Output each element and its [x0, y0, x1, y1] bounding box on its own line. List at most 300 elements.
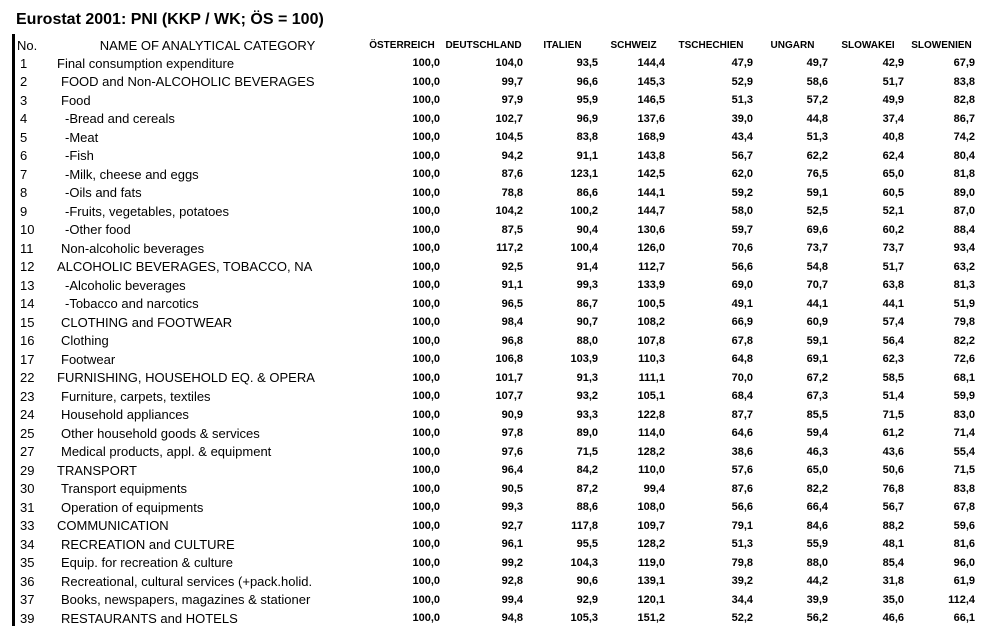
value-cell: 83,8	[576, 131, 598, 144]
table-row	[17, 239, 977, 258]
value-cell: 31,8	[882, 575, 904, 588]
category-name: Operation of equipments	[61, 499, 204, 515]
table-body	[17, 54, 977, 628]
value-cell: 87,7	[731, 408, 753, 421]
value-cell: 86,6	[576, 186, 598, 199]
value-cell: 67,2	[806, 371, 828, 384]
value-cell: 100,0	[412, 575, 440, 588]
value-cell: 56,4	[882, 334, 904, 347]
value-cell: 82,2	[953, 334, 975, 347]
category-name: Clothing	[61, 333, 109, 349]
value-cell: 73,7	[806, 242, 828, 255]
value-cell: 119,0	[638, 556, 665, 569]
value-cell: 126,0	[637, 242, 665, 255]
value-cell: 46,3	[806, 445, 828, 458]
value-cell: 63,8	[882, 279, 904, 292]
value-cell: 99,2	[501, 556, 523, 569]
table-row	[17, 54, 977, 73]
value-cell: 98,4	[501, 316, 523, 329]
value-cell: 64,8	[731, 353, 753, 366]
value-cell: 51,3	[806, 131, 828, 144]
value-cell: 65,0	[806, 464, 828, 477]
row-number: 35	[20, 555, 35, 571]
value-cell: 69,0	[731, 279, 753, 292]
row-number: 11	[20, 240, 34, 256]
value-cell: 100,0	[412, 75, 440, 88]
table-row	[17, 591, 977, 610]
row-number: 22	[20, 370, 35, 386]
value-cell: 60,9	[806, 316, 828, 329]
value-cell: 94,2	[501, 149, 523, 162]
category-name: RESTAURANTS and HOTELS	[61, 610, 238, 626]
value-cell: 100,0	[412, 556, 440, 569]
value-cell: 100,0	[412, 353, 440, 366]
value-cell: 52,9	[731, 75, 753, 88]
row-number: 14	[20, 296, 35, 312]
table-row	[17, 443, 977, 462]
category-name: COMMUNICATION	[57, 518, 169, 534]
value-cell: 60,5	[882, 186, 904, 199]
value-cell: 52,1	[882, 205, 904, 218]
value-cell: 51,4	[882, 390, 904, 403]
value-cell: 69,6	[806, 223, 828, 236]
category-name: FOOD and Non-ALCOHOLIC BEVERAGES	[61, 74, 315, 90]
value-cell: 106,8	[495, 353, 523, 366]
table-row	[17, 350, 977, 369]
table-row	[17, 295, 977, 314]
value-cell: 104,2	[495, 205, 523, 218]
value-cell: 92,7	[501, 519, 523, 532]
value-cell: 99,3	[501, 501, 523, 514]
category-name: -Oils and fats	[65, 185, 142, 201]
value-cell: 69,1	[806, 353, 828, 366]
value-cell: 63,2	[953, 260, 975, 273]
value-cell: 56,2	[806, 612, 828, 625]
header-row	[17, 36, 977, 54]
header-country: ÖSTERREICH	[369, 39, 435, 51]
value-cell: 44,2	[806, 575, 828, 588]
value-cell: 100,0	[412, 408, 440, 421]
category-name: Books, newspapers, magazines & stationer	[61, 592, 311, 608]
value-cell: 58,5	[882, 371, 904, 384]
value-cell: 100,0	[412, 612, 440, 625]
row-number: 8	[20, 185, 28, 201]
category-name: TRANSPORT	[57, 462, 137, 478]
category-name: ALCOHOLIC BEVERAGES, TOBACCO, NA	[57, 259, 313, 275]
value-cell: 151,2	[637, 612, 665, 625]
value-cell: 44,1	[806, 297, 828, 310]
value-cell: 102,7	[495, 112, 523, 125]
table-row	[17, 461, 977, 480]
value-cell: 74,2	[953, 131, 975, 144]
value-cell: 100,0	[412, 57, 440, 70]
value-cell: 100,0	[412, 279, 440, 292]
table-row	[17, 165, 977, 184]
value-cell: 76,5	[806, 168, 828, 181]
value-cell: 67,8	[731, 334, 753, 347]
value-cell: 59,1	[806, 334, 828, 347]
value-cell: 96,9	[576, 112, 598, 125]
value-cell: 83,8	[953, 75, 975, 88]
value-cell: 144,4	[637, 57, 665, 70]
value-cell: 67,9	[953, 57, 975, 70]
value-cell: 70,6	[731, 242, 753, 255]
table-row	[17, 387, 977, 406]
value-cell: 39,9	[806, 593, 828, 606]
value-cell: 137,6	[637, 112, 665, 125]
page-title: Eurostat 2001: PNI (KKP / WK; ÖS = 100)	[16, 11, 324, 28]
value-cell: 61,2	[882, 427, 904, 440]
value-cell: 79,8	[731, 556, 753, 569]
value-cell: 130,6	[637, 223, 665, 236]
row-number: 33	[20, 518, 35, 534]
value-cell: 89,0	[576, 427, 598, 440]
value-cell: 93,5	[576, 57, 598, 70]
value-cell: 71,5	[953, 464, 975, 477]
value-cell: 55,9	[806, 538, 828, 551]
value-cell: 90,5	[501, 482, 523, 495]
value-cell: 35,0	[882, 593, 904, 606]
value-cell: 100,0	[412, 334, 440, 347]
row-number: 17	[20, 351, 35, 367]
category-name: Other household goods & services	[61, 425, 260, 441]
value-cell: 58,0	[731, 205, 753, 218]
category-name: Food	[61, 92, 91, 108]
category-name: -Fruits, vegetables, potatoes	[65, 203, 230, 219]
value-cell: 120,1	[637, 593, 665, 606]
category-name: Transport equipments	[61, 481, 187, 497]
value-cell: 92,8	[501, 575, 523, 588]
value-cell: 100,0	[412, 94, 440, 107]
table-row	[17, 554, 977, 573]
value-cell: 112,4	[948, 593, 975, 606]
row-number: 5	[20, 129, 28, 145]
value-cell: 51,3	[731, 538, 753, 551]
header-country: TSCHECHIEN	[678, 39, 744, 51]
value-cell: 49,1	[731, 297, 753, 310]
row-number: 31	[20, 499, 35, 515]
value-cell: 92,5	[501, 260, 523, 273]
data-table	[17, 36, 977, 628]
value-cell: 84,2	[576, 464, 598, 477]
value-cell: 90,9	[501, 408, 523, 421]
table-row	[17, 517, 977, 536]
value-cell: 86,7	[953, 112, 975, 125]
value-cell: 78,8	[501, 186, 523, 199]
value-cell: 100,0	[412, 464, 440, 477]
value-cell: 71,5	[576, 445, 598, 458]
value-cell: 122,8	[637, 408, 665, 421]
value-cell: 91,1	[501, 279, 523, 292]
value-cell: 51,7	[882, 260, 904, 273]
value-cell: 100,0	[412, 519, 440, 532]
value-cell: 100,5	[637, 297, 665, 310]
value-cell: 48,1	[882, 538, 904, 551]
value-cell: 91,1	[576, 149, 598, 162]
value-cell: 107,8	[637, 334, 665, 347]
value-cell: 100,0	[412, 390, 440, 403]
value-cell: 99,4	[501, 593, 523, 606]
row-number: 36	[20, 573, 35, 589]
row-number: 7	[20, 166, 28, 182]
table-row	[17, 406, 977, 425]
value-cell: 66,1	[953, 612, 975, 625]
value-cell: 100,0	[412, 297, 440, 310]
value-cell: 112,7	[638, 260, 665, 273]
value-cell: 39,2	[731, 575, 753, 588]
value-cell: 61,9	[953, 575, 975, 588]
value-cell: 85,4	[882, 556, 904, 569]
table-row	[17, 276, 977, 295]
value-cell: 109,7	[637, 519, 665, 532]
value-cell: 37,4	[882, 112, 904, 125]
value-cell: 59,6	[953, 519, 975, 532]
category-name: -Fish	[65, 148, 94, 164]
value-cell: 133,9	[637, 279, 665, 292]
value-cell: 100,0	[412, 445, 440, 458]
value-cell: 82,2	[806, 482, 828, 495]
value-cell: 57,6	[731, 464, 753, 477]
table-row	[17, 480, 977, 499]
left-margin-rule	[12, 34, 15, 626]
value-cell: 52,2	[731, 612, 753, 625]
row-number: 6	[20, 148, 28, 164]
table-row	[17, 110, 977, 129]
category-name: -Alcoholic beverages	[65, 277, 186, 293]
category-name: RECREATION and CULTURE	[61, 536, 235, 552]
value-cell: 90,4	[576, 223, 598, 236]
value-cell: 49,9	[882, 94, 904, 107]
value-cell: 93,2	[576, 390, 598, 403]
category-name: FURNISHING, HOUSEHOLD EQ. & OPERA	[57, 370, 315, 386]
value-cell: 62,4	[882, 149, 904, 162]
value-cell: 142,5	[637, 168, 665, 181]
row-number: 10	[20, 222, 35, 238]
value-cell: 144,1	[637, 186, 665, 199]
value-cell: 64,6	[731, 427, 753, 440]
value-cell: 100,0	[412, 260, 440, 273]
category-name: Recreational, cultural services (+pack.holid.	[61, 573, 313, 589]
value-cell: 43,6	[882, 445, 904, 458]
value-cell: 83,8	[953, 482, 975, 495]
value-cell: 96,1	[501, 538, 523, 551]
value-cell: 81,8	[953, 168, 975, 181]
value-cell: 111,1	[638, 371, 665, 384]
value-cell: 62,3	[882, 353, 904, 366]
category-name: Equip. for recreation & culture	[61, 555, 233, 571]
value-cell: 49,7	[806, 57, 828, 70]
value-cell: 88,0	[576, 334, 598, 347]
value-cell: 104,5	[495, 131, 523, 144]
value-cell: 81,3	[953, 279, 975, 292]
category-name: Furniture, carpets, textiles	[61, 388, 211, 404]
value-cell: 100,2	[570, 205, 598, 218]
value-cell: 70,7	[806, 279, 828, 292]
value-cell: 83,0	[953, 408, 975, 421]
value-cell: 114,0	[638, 427, 665, 440]
value-cell: 38,6	[731, 445, 753, 458]
value-cell: 101,7	[495, 371, 523, 384]
category-name: Footwear	[61, 351, 116, 367]
category-name: Non-alcoholic beverages	[61, 240, 205, 256]
value-cell: 100,0	[412, 112, 440, 125]
value-cell: 84,6	[806, 519, 828, 532]
row-number: 12	[20, 259, 35, 275]
table-row	[17, 572, 977, 591]
value-cell: 82,8	[953, 94, 975, 107]
header-country: SLOWAKEI	[841, 39, 895, 51]
value-cell: 59,1	[806, 186, 828, 199]
row-number: 29	[20, 462, 35, 478]
value-cell: 86,7	[576, 297, 598, 310]
value-cell: 71,4	[953, 427, 975, 440]
category-name: -Tobacco and narcotics	[65, 296, 199, 312]
value-cell: 107,7	[495, 390, 523, 403]
category-name: Medical products, appl. & equipment	[61, 444, 272, 460]
table-row	[17, 147, 977, 166]
row-number: 9	[20, 203, 28, 219]
value-cell: 90,7	[576, 316, 598, 329]
value-cell: 110,0	[638, 464, 665, 477]
value-cell: 60,2	[882, 223, 904, 236]
value-cell: 43,4	[731, 131, 753, 144]
value-cell: 97,6	[501, 445, 523, 458]
value-cell: 51,3	[731, 94, 753, 107]
value-cell: 67,3	[806, 390, 828, 403]
value-cell: 46,6	[882, 612, 904, 625]
value-cell: 71,5	[882, 408, 904, 421]
header-country: UNGARN	[770, 39, 815, 51]
row-number: 24	[20, 407, 35, 423]
value-cell: 99,7	[501, 75, 523, 88]
value-cell: 58,6	[806, 75, 828, 88]
value-cell: 88,0	[806, 556, 828, 569]
row-number: 30	[20, 481, 35, 497]
header-country: SCHWEIZ	[610, 39, 657, 51]
value-cell: 104,3	[570, 556, 598, 569]
value-cell: 56,6	[731, 260, 753, 273]
value-cell: 57,2	[806, 94, 828, 107]
value-cell: 68,4	[731, 390, 753, 403]
value-cell: 85,5	[806, 408, 828, 421]
value-cell: 34,4	[731, 593, 753, 606]
value-cell: 103,9	[570, 353, 598, 366]
value-cell: 57,4	[882, 316, 904, 329]
value-cell: 44,8	[806, 112, 828, 125]
value-cell: 123,1	[570, 168, 598, 181]
value-cell: 90,6	[576, 575, 598, 588]
value-cell: 42,9	[882, 57, 904, 70]
header-no: No.	[17, 37, 38, 53]
value-cell: 97,8	[501, 427, 523, 440]
header-category: NAME OF ANALYTICAL CATEGORY	[99, 37, 316, 53]
value-cell: 44,1	[882, 297, 904, 310]
value-cell: 143,8	[637, 149, 665, 162]
row-number: 34	[20, 536, 35, 552]
table-row	[17, 258, 977, 277]
value-cell: 88,2	[882, 519, 904, 532]
value-cell: 97,9	[501, 94, 523, 107]
value-cell: 65,0	[882, 168, 904, 181]
value-cell: 55,4	[953, 445, 975, 458]
value-cell: 79,1	[731, 519, 753, 532]
row-number: 37	[20, 592, 35, 608]
value-cell: 66,4	[806, 501, 828, 514]
table-row	[17, 221, 977, 240]
table-row	[17, 609, 977, 628]
value-cell: 81,6	[953, 538, 975, 551]
value-cell: 100,0	[412, 223, 440, 236]
row-number: 25	[20, 425, 35, 441]
value-cell: 94,8	[501, 612, 523, 625]
value-cell: 68,1	[953, 371, 975, 384]
value-cell: 73,7	[882, 242, 904, 255]
value-cell: 99,3	[576, 279, 598, 292]
value-cell: 128,2	[637, 538, 665, 551]
value-cell: 87,6	[501, 168, 523, 181]
value-cell: 93,3	[576, 408, 598, 421]
value-cell: 87,6	[731, 482, 753, 495]
value-cell: 88,6	[576, 501, 598, 514]
category-name: Final consumption expenditure	[57, 55, 235, 71]
value-cell: 39,0	[731, 112, 753, 125]
value-cell: 66,9	[731, 316, 753, 329]
header-country: ITALIEN	[543, 39, 582, 51]
value-cell: 72,6	[953, 353, 975, 366]
value-cell: 100,0	[412, 205, 440, 218]
value-cell: 62,2	[806, 149, 828, 162]
table-row	[17, 73, 977, 92]
value-cell: 105,3	[570, 612, 598, 625]
value-cell: 108,2	[637, 316, 665, 329]
table-row	[17, 91, 977, 110]
row-number: 27	[20, 444, 35, 460]
category-name: Household appliances	[61, 407, 189, 423]
value-cell: 96,5	[501, 297, 523, 310]
table-row	[17, 313, 977, 332]
category-name: -Bread and cereals	[65, 111, 175, 127]
value-cell: 100,0	[412, 501, 440, 514]
value-cell: 91,4	[576, 260, 598, 273]
category-name: -Meat	[65, 129, 99, 145]
category-name: -Milk, cheese and eggs	[65, 166, 199, 182]
value-cell: 95,9	[576, 94, 598, 107]
value-cell: 50,6	[882, 464, 904, 477]
row-number: 15	[20, 314, 35, 330]
value-cell: 70,0	[731, 371, 753, 384]
value-cell: 128,2	[637, 445, 665, 458]
category-name: -Other food	[65, 222, 131, 238]
value-cell: 146,5	[637, 94, 665, 107]
value-cell: 87,5	[501, 223, 523, 236]
table-row	[17, 535, 977, 554]
value-cell: 145,3	[637, 75, 665, 88]
value-cell: 59,4	[806, 427, 828, 440]
value-cell: 100,0	[412, 316, 440, 329]
value-cell: 80,4	[953, 149, 975, 162]
row-number: 4	[20, 111, 28, 127]
value-cell: 168,9	[637, 131, 665, 144]
value-cell: 105,1	[637, 390, 665, 403]
value-cell: 96,0	[953, 556, 975, 569]
value-cell: 139,1	[637, 575, 665, 588]
value-cell: 100,0	[412, 593, 440, 606]
value-cell: 67,8	[953, 501, 975, 514]
value-cell: 104,0	[495, 57, 523, 70]
value-cell: 100,0	[412, 149, 440, 162]
header-country: DEUTSCHLAND	[445, 39, 522, 51]
row-number: 3	[20, 92, 28, 108]
